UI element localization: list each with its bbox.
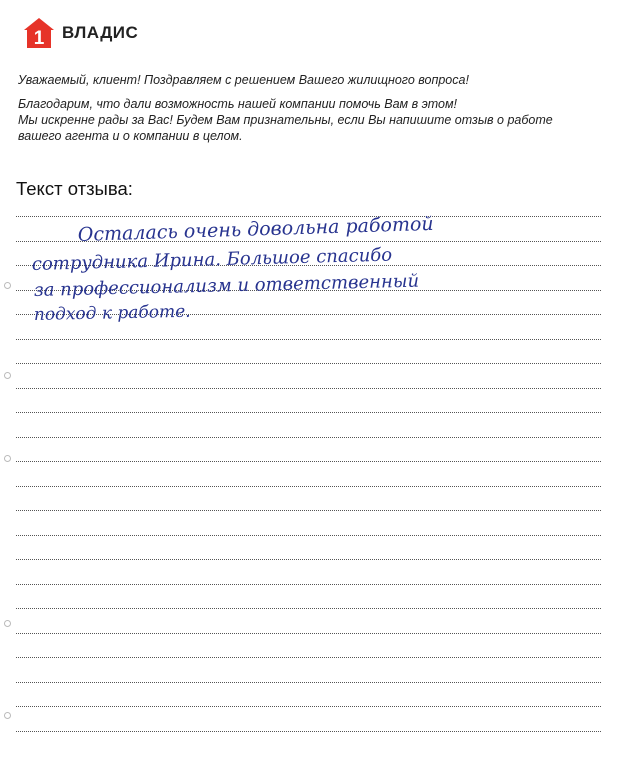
intro-line-thanks: Благодарим, что дали возможность нашей компании помочь Вам в этом! [18, 97, 458, 111]
handwriting-line: за профессионализм и ответственный [33, 270, 420, 301]
ruled-line [16, 633, 601, 634]
ruled-line [16, 510, 601, 511]
ruled-line [16, 339, 601, 340]
ruled-line [16, 412, 601, 413]
ruled-line [16, 486, 601, 487]
intro-line-request-end: вашего агента и о компании в целом. [18, 129, 243, 143]
ruled-line [16, 559, 601, 560]
ruled-line [16, 535, 601, 536]
review-title: Текст отзыва: [16, 178, 133, 199]
ruled-line [16, 437, 601, 438]
ruled-line [16, 731, 601, 732]
ruled-line [16, 265, 601, 266]
handwriting-line: сотрудника Ирина. Большое спасибо [31, 244, 393, 275]
ruled-line [16, 657, 601, 658]
ruled-line [16, 241, 601, 242]
punch-hole [4, 620, 11, 627]
intro-text [18, 72, 598, 144]
ruled-line [16, 363, 601, 364]
handwriting-line: подход к работе. [33, 301, 191, 325]
ruled-line [16, 461, 601, 462]
punch-hole [4, 712, 11, 719]
intro-line-greeting: Уважаемый, клиент! Поздравляем с решением Вашего жилищного вопроса! [18, 73, 469, 87]
ruled-line [16, 314, 601, 315]
handwriting-line: Осталась очень довольна работой [77, 212, 434, 246]
svg-text:1: 1 [33, 28, 45, 49]
punch-hole [4, 372, 11, 379]
punch-hole [4, 282, 11, 289]
brand-name: ВЛАДИС [62, 23, 139, 42]
punch-hole [4, 455, 11, 462]
punch-holes [0, 0, 30, 768]
ruled-line [16, 682, 601, 683]
ruled-line [16, 216, 601, 217]
ruled-line [16, 706, 601, 707]
ruled-lines [16, 216, 601, 756]
ruled-line [16, 388, 601, 389]
ruled-line [16, 290, 601, 291]
ruled-line [16, 608, 601, 609]
header [22, 16, 138, 50]
intro-line-request: Мы искренне рады за Вас! Будем Вам признательны, если Вы напишите отзыв о работе [18, 113, 553, 127]
ruled-line [16, 584, 601, 585]
